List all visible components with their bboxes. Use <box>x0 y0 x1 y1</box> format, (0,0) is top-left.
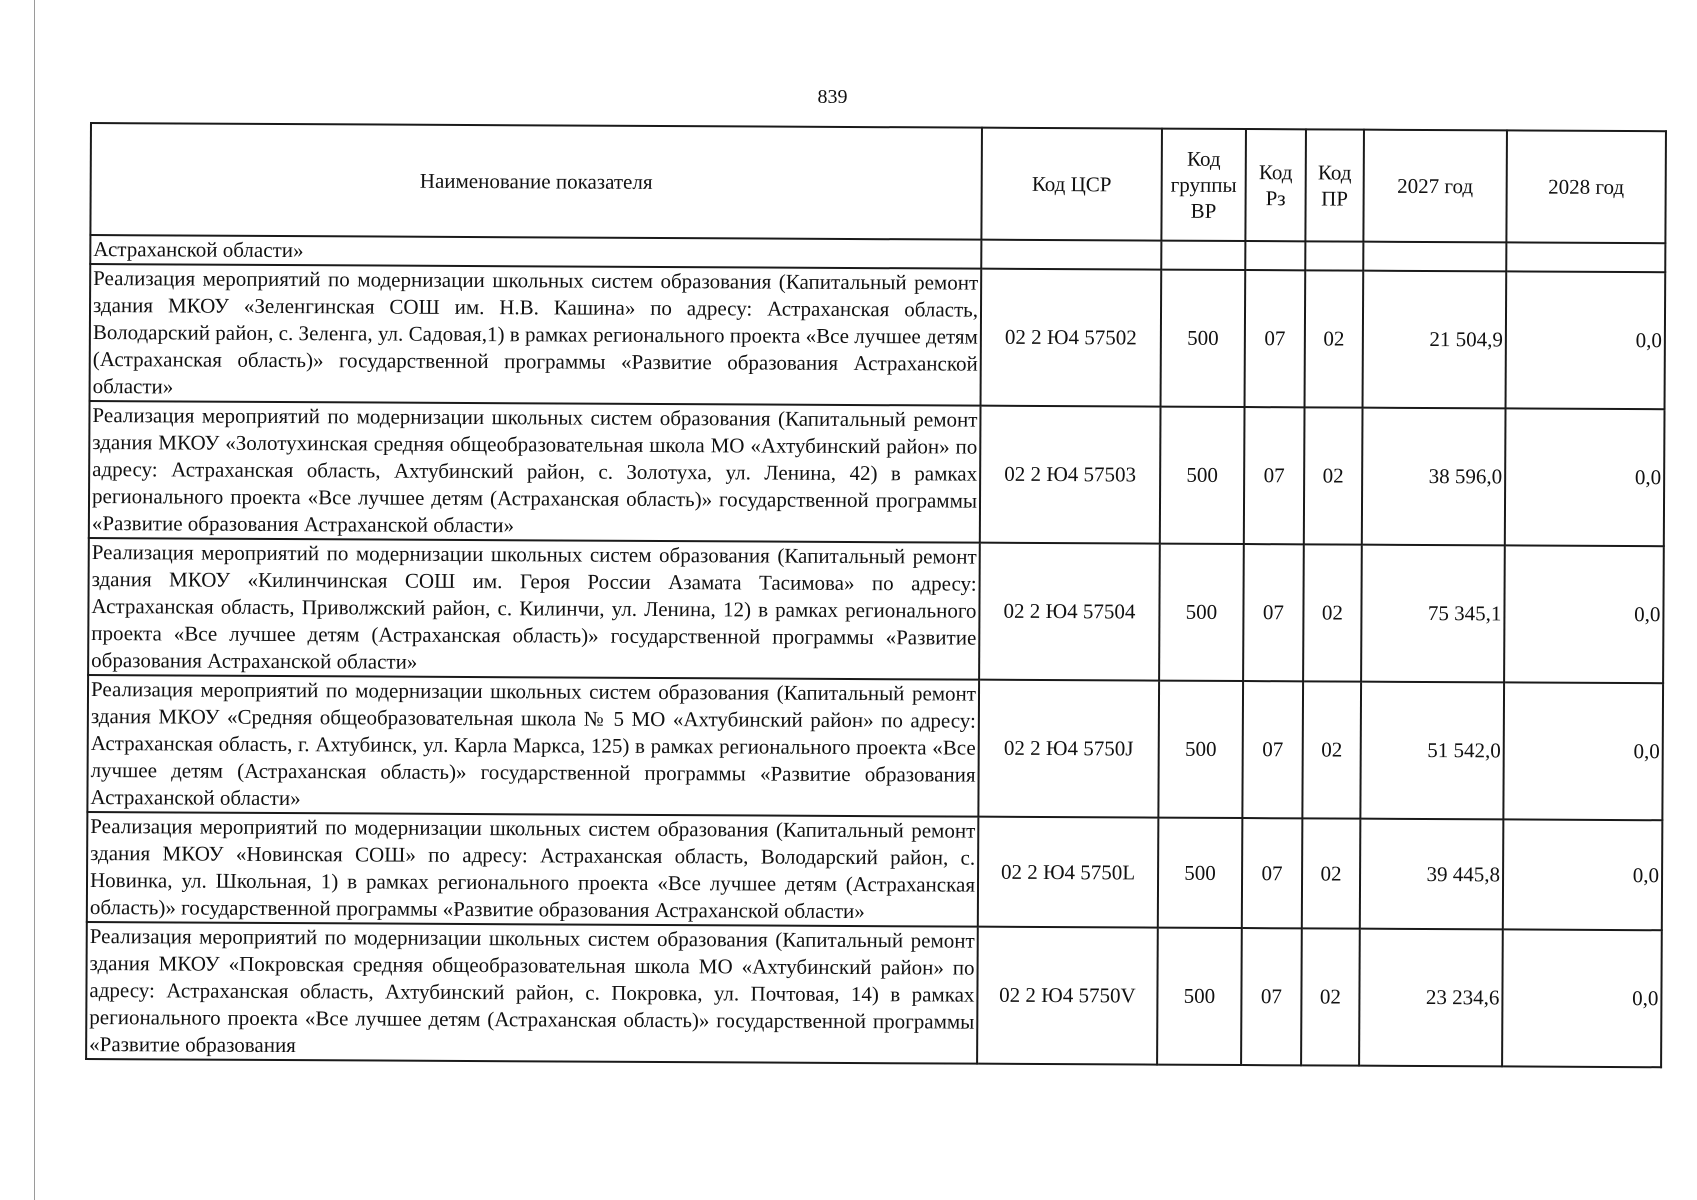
header-csr: Код ЦСР <box>981 128 1162 241</box>
header-name: Наименование показателя <box>90 123 982 240</box>
row-csr: 02 2 Ю4 5750J <box>978 680 1159 818</box>
row-name: Реализация мероприятий по модернизации школьных систем образования (Капитальный ремонт здания МКОУ «Средняя общеобразовательная школа № 5 МО «Ахтубинский район» по адресу: Астраханская область, г. Ахтубинск, ул. Карла Маркса, 125) в рамках регионального проекта «Все лучшее детям (Астраханская область)» государственной программы «Развитие образования Астраханской области» <box>87 675 979 817</box>
page-number: 839 <box>817 86 848 108</box>
row-rz: 07 <box>1241 928 1302 1065</box>
budget-table <box>85 122 1667 1068</box>
table-row <box>88 538 1664 683</box>
table-row <box>86 922 1662 1067</box>
row-rz: 07 <box>1242 818 1303 928</box>
empty-cell <box>1245 241 1305 270</box>
table-row <box>89 401 1665 546</box>
row-csr: 02 2 Ю4 5750V <box>977 927 1158 1065</box>
header-pr: Код ПР <box>1305 129 1364 241</box>
row-2028: 0,0 <box>1503 682 1663 820</box>
header-rz: Код Рз <box>1245 129 1306 241</box>
row-2027: 75 345,1 <box>1361 545 1505 683</box>
empty-cell <box>1161 241 1245 270</box>
row-2027: 39 445,8 <box>1360 819 1504 930</box>
row-2027: 51 542,0 <box>1360 682 1504 820</box>
row-vr: 500 <box>1159 544 1244 681</box>
empty-cell <box>1363 242 1506 272</box>
row-pr: 02 <box>1305 270 1364 407</box>
row-2028: 0,0 <box>1504 545 1664 683</box>
row-vr: 500 <box>1158 818 1243 928</box>
table-container <box>85 122 1667 1068</box>
row-vr: 500 <box>1160 407 1245 544</box>
row-rz: 07 <box>1244 407 1305 544</box>
empty-cell <box>1305 241 1363 270</box>
left-margin-line <box>34 0 35 1200</box>
row-2028: 0,0 <box>1502 929 1662 1067</box>
row-name: Реализация мероприятий по модернизации школьных систем образования (Капитальный ремонт здания МКОУ «Покровская средняя общеобразовательная школа МО «Ахтубинский район» по адресу: Астраханская область, Ахтубинский район, с. Покровка, ул. Почтовая, 14) в рамках регионального проекта «Все лучшее детям (Астраханская область)» государственной программы «Развитие образования <box>86 922 978 1064</box>
row-csr: 02 2 Ю4 57502 <box>981 269 1162 407</box>
continuation-text: Астраханской области» <box>90 235 981 269</box>
row-rz: 07 <box>1242 681 1303 818</box>
row-2028: 0,0 <box>1503 819 1663 930</box>
row-2028: 0,0 <box>1506 271 1666 409</box>
row-vr: 500 <box>1158 681 1243 818</box>
header-vr: Код группы ВР <box>1161 129 1246 241</box>
empty-cell <box>1506 242 1665 272</box>
table-header-row <box>90 123 1666 243</box>
header-2028: 2028 год <box>1506 130 1666 243</box>
row-vr: 500 <box>1161 270 1246 407</box>
row-rz: 07 <box>1245 270 1306 407</box>
row-name: Реализация мероприятий по модернизации школьных систем образования (Капитальный ремонт здания МКОУ «Зеленгинская СОШ им. Н.В. Кашина» по адресу: Астраханская область, Володарский район, с. Зеленга, ул. Садовая,1) в рамках регионального проекта «Все лучшее детям (Астраханская область)» государственной программы «Развитие образования Астраханской области» <box>90 264 982 406</box>
row-csr: 02 2 Ю4 57504 <box>979 543 1160 681</box>
row-2028: 0,0 <box>1505 408 1665 546</box>
row-pr: 02 <box>1303 544 1362 681</box>
empty-cell <box>981 240 1161 270</box>
row-2027: 23 234,6 <box>1359 929 1503 1067</box>
row-pr: 02 <box>1302 818 1361 928</box>
table-row <box>90 264 1666 409</box>
row-vr: 500 <box>1157 928 1242 1065</box>
row-pr: 02 <box>1302 681 1361 818</box>
row-name: Реализация мероприятий по модернизации школьных систем образования (Капитальный ремонт здания МКОУ «Золотухинская средняя общеобразовательная школа МО «Ахтубинский район» по адресу: Астраханская область, Ахтубинский район, с. Золотуха, ул. Ленина, 42) в рамках регионального проекта «Все лучшее детям (Астраханская область)» государственной программы «Развитие образования Астраханской области» <box>89 401 981 543</box>
row-name: Реализация мероприятий по модернизации школьных систем образования (Капитальный ремонт здания МКОУ «Килинчинская СОШ им. Героя России Азамата Тасимова» по адресу: Астраханская область, Приволжский район, с. Килинчи, ул. Ленина, 12) в рамках регионального проекта «Все лучшее детям (Астраханская область)» государственной программы «Развитие образования Астраханской области» <box>88 538 980 680</box>
row-rz: 07 <box>1243 544 1304 681</box>
row-csr: 02 2 Ю4 57503 <box>980 406 1161 544</box>
header-2027: 2027 год <box>1363 130 1507 243</box>
row-2027: 38 596,0 <box>1362 408 1506 546</box>
row-2027: 21 504,9 <box>1363 271 1507 409</box>
table-row <box>87 675 1663 820</box>
row-pr: 02 <box>1304 407 1363 544</box>
row-csr: 02 2 Ю4 5750L <box>978 817 1159 928</box>
row-pr: 02 <box>1301 928 1360 1065</box>
table-row <box>87 812 1663 930</box>
row-name: Реализация мероприятий по модернизации школьных систем образования (Капитальный ремонт здания МКОУ «Новинская СОШ» по адресу: Астраханская область, Володарский район, с. Новинка, ул. Школьная, 1) в рамках регионального проекта «Все лучшее детям (Астраханская область)» государственной программы «Развитие образования Астраханской области» <box>87 812 979 927</box>
